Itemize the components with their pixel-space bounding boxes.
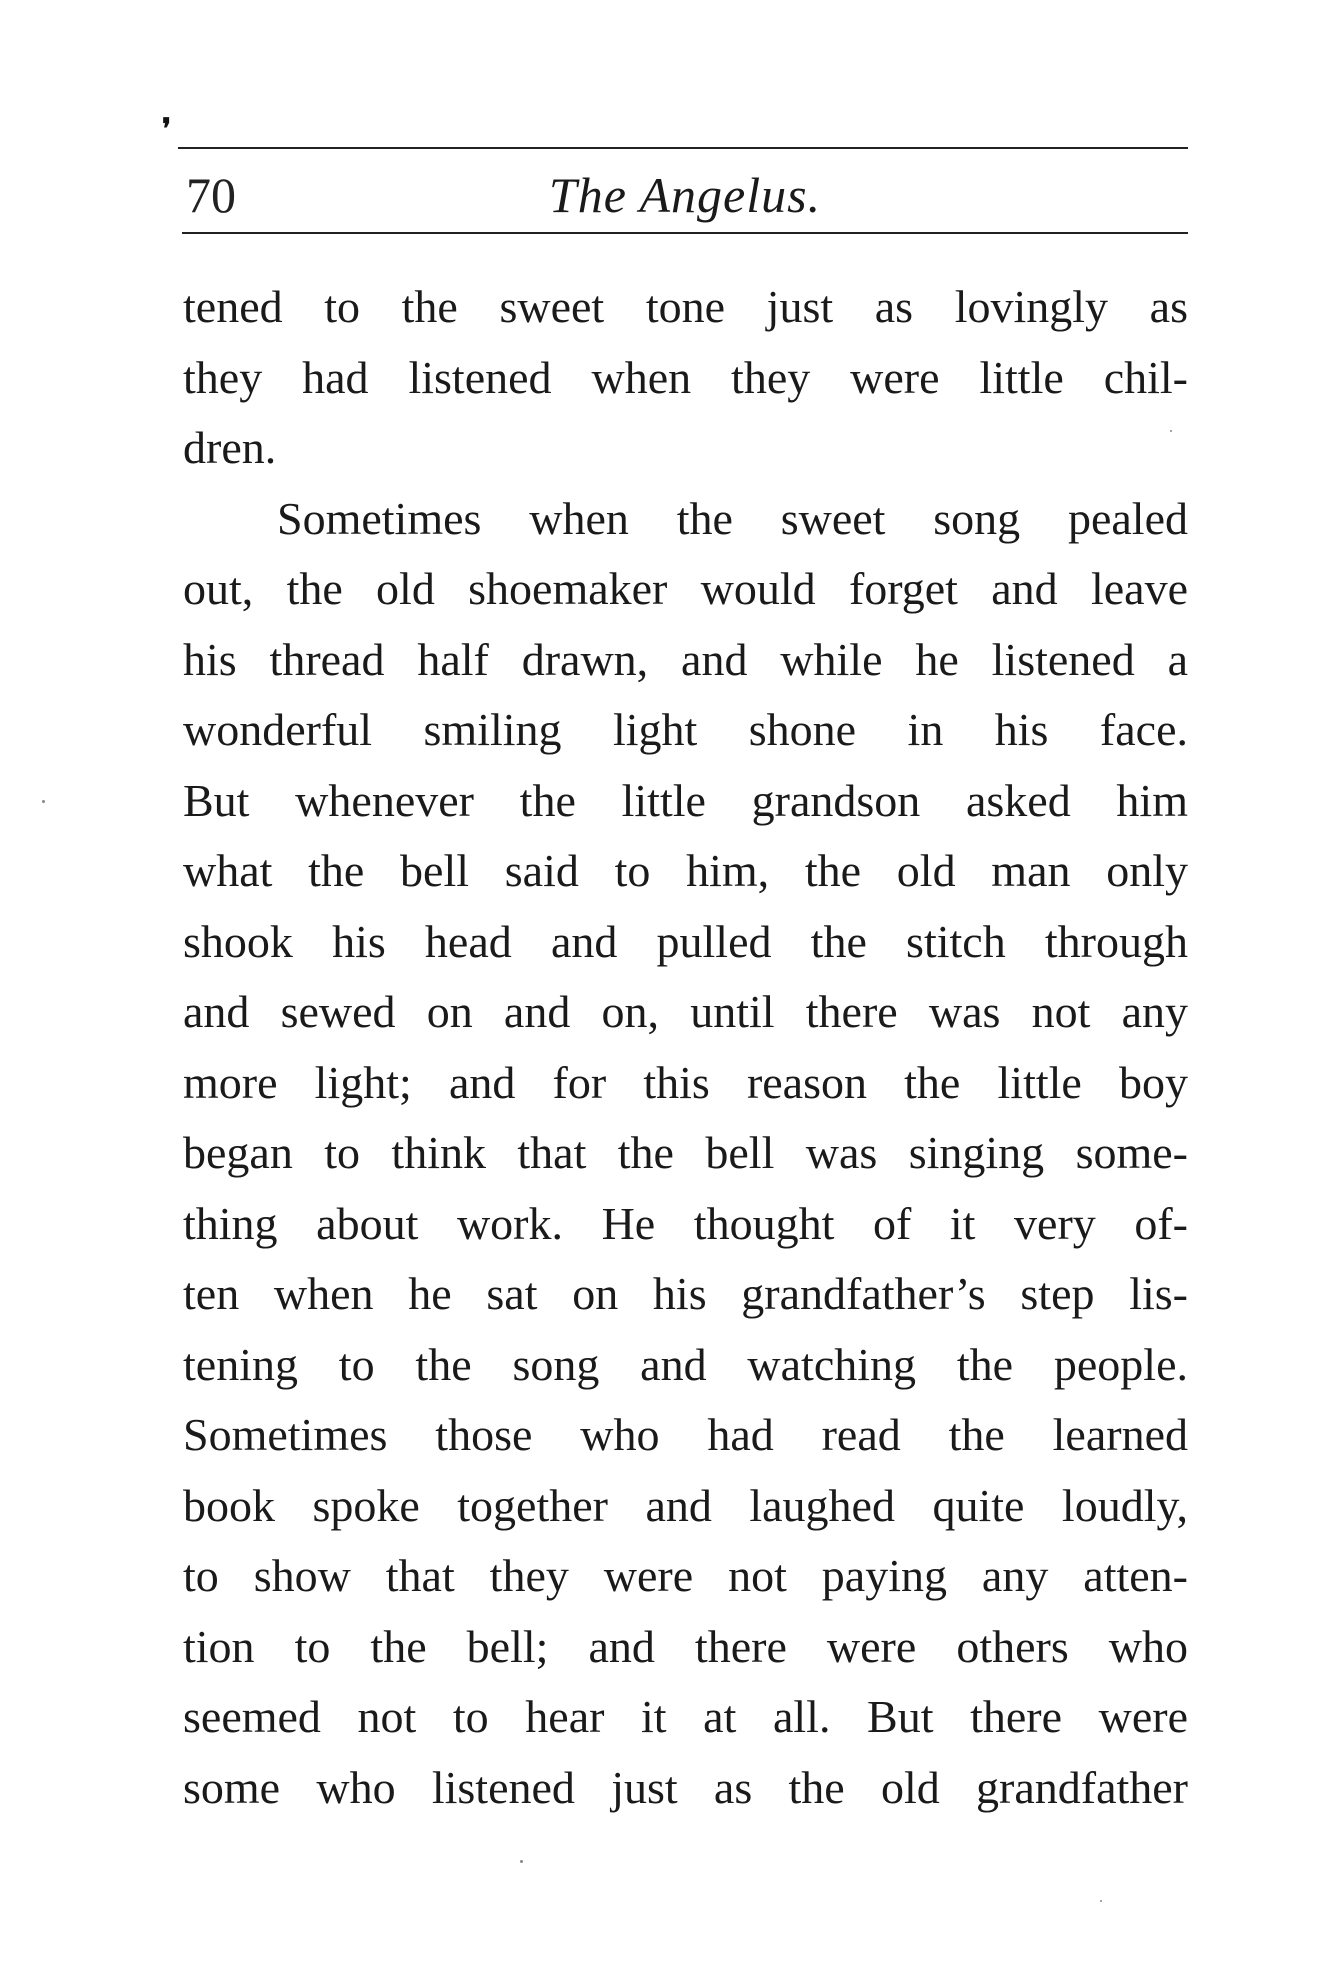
text-line: tened to the sweet tone just as lovingly as xyxy=(183,281,1188,332)
paper-speck xyxy=(1100,1900,1102,1902)
text-line: Sometimes when the sweet song pealed xyxy=(277,492,1188,544)
text-line: tion to the bell; and there were others who xyxy=(183,1620,1188,1672)
text-line: and sewed on and on, until there was not any xyxy=(183,986,1188,1037)
text-line: seemed not to hear it at all. But there were xyxy=(183,1691,1188,1742)
page-number: 70 xyxy=(186,167,236,223)
text-line: began to think that the bell was singing some- xyxy=(183,1127,1188,1178)
text-line: out, the old shoemaker would forget and leave xyxy=(183,563,1188,614)
running-header xyxy=(182,160,1188,226)
text-line: more light; and for this reason the little boy xyxy=(183,1056,1188,1108)
text-line: tening to the song and watching the people. xyxy=(183,1338,1188,1390)
text-line: to show that they were not paying any atten- xyxy=(183,1550,1188,1601)
text-line: they had listened when they were little chil- xyxy=(183,351,1188,403)
text-line: wonderful smiling light shone in his face. xyxy=(183,704,1188,755)
header-rule-bottom xyxy=(182,232,1188,234)
paper-speck xyxy=(1170,430,1172,432)
text-line: dren. xyxy=(183,422,277,473)
text-line: shook his head and pulled the stitch through xyxy=(183,915,1188,967)
text-line: Sometimes those who had read the learned xyxy=(183,1409,1188,1460)
text-line: thing about work. He thought of it very of- xyxy=(183,1197,1188,1249)
paper-speck xyxy=(42,800,45,803)
body-text xyxy=(183,272,1188,1823)
header-rule-top xyxy=(178,147,1188,149)
text-line: some who listened just as the old grandfather xyxy=(183,1761,1188,1813)
text-line: his thread half drawn, and while he listened a xyxy=(183,633,1188,685)
text-line: what the bell said to him, the old man only xyxy=(183,845,1188,896)
text-line: But whenever the little grandson asked him xyxy=(183,774,1188,826)
paper-speck xyxy=(520,1860,523,1863)
printer-mark: ❜ xyxy=(162,114,172,145)
running-title: The Angelus. xyxy=(548,167,822,223)
text-line: ten when he sat on his grandfather’s step lis- xyxy=(183,1268,1188,1319)
text-line: book spoke together and laughed quite loudly, xyxy=(183,1479,1188,1531)
